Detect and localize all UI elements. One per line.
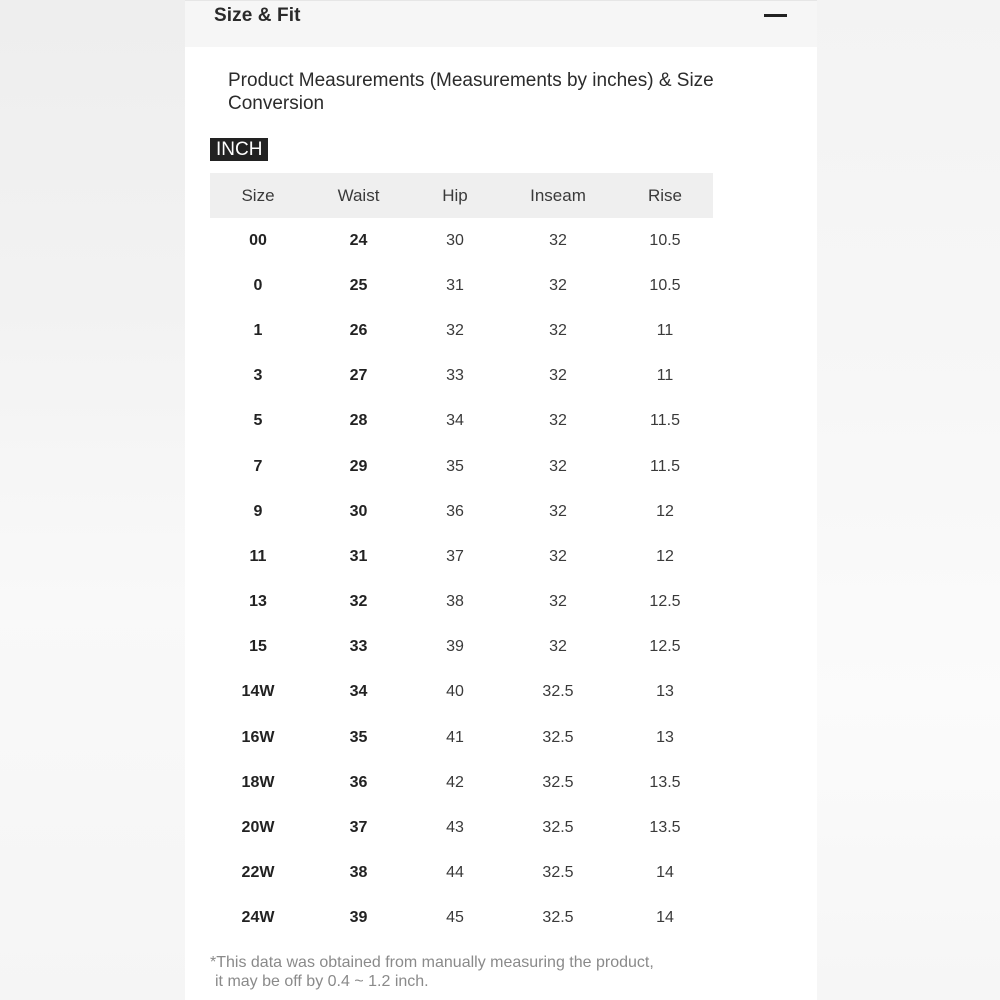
cell-size: 24W	[241, 909, 275, 927]
table-row	[210, 399, 713, 444]
cell-hip: 44	[446, 864, 464, 882]
cell-hip: 33	[446, 367, 464, 385]
cell-inseam: 32.5	[542, 819, 574, 837]
table-row	[210, 896, 713, 941]
cell-waist: 29	[349, 457, 368, 475]
table-header-row	[210, 173, 713, 218]
cell-size: 16W	[241, 728, 275, 746]
table-row	[210, 354, 713, 399]
cell-hip: 43	[446, 819, 464, 837]
cell-inseam: 32	[549, 547, 567, 565]
table-row	[210, 308, 713, 353]
size-fit-panel	[185, 0, 817, 1000]
table-row	[210, 625, 713, 670]
measurement-description: Product Measurements (Measurements by inches) & Size Conversion	[228, 70, 714, 114]
table-row	[210, 805, 713, 850]
cell-waist: 38	[349, 864, 368, 882]
column-header-size: Size	[210, 173, 306, 218]
cell-size: 20W	[241, 819, 275, 837]
cell-inseam: 32	[549, 367, 567, 385]
cell-waist: 37	[349, 819, 368, 837]
cell-size: 7	[253, 457, 263, 475]
cell-rise: 13	[656, 683, 674, 701]
size-chart-table	[210, 173, 713, 941]
cell-inseam: 32.5	[542, 728, 574, 746]
section-title: Size & Fit	[214, 5, 301, 26]
table-row	[210, 263, 713, 308]
measurement-footnote	[210, 953, 730, 991]
cell-hip: 41	[446, 728, 464, 746]
cell-inseam: 32	[549, 457, 567, 475]
cell-waist: 26	[349, 321, 368, 339]
cell-rise: 14	[656, 909, 674, 927]
cell-waist: 33	[349, 638, 368, 656]
cell-rise: 10.5	[649, 276, 681, 294]
cell-hip: 42	[446, 773, 464, 791]
cell-rise: 12	[656, 502, 674, 520]
cell-inseam: 32	[549, 502, 567, 520]
cell-rise: 13	[656, 728, 674, 746]
table-row	[210, 580, 713, 625]
cell-rise: 12.5	[649, 593, 681, 611]
cell-rise: 11.5	[650, 412, 680, 430]
cell-inseam: 32	[549, 321, 567, 339]
table-row	[210, 670, 713, 715]
cell-waist: 25	[349, 276, 368, 294]
table-row	[210, 534, 713, 579]
cell-waist: 31	[349, 547, 368, 565]
cell-hip: 38	[446, 593, 464, 611]
cell-waist: 36	[349, 773, 368, 791]
table-body	[210, 218, 713, 941]
cell-size: 0	[253, 276, 263, 294]
cell-waist: 32	[349, 593, 368, 611]
unit-badge[interactable]: INCH	[210, 138, 268, 161]
cell-waist: 28	[349, 412, 368, 430]
background-left	[0, 0, 185, 1000]
column-header-inseam: Inseam	[499, 173, 617, 218]
cell-hip: 30	[446, 231, 464, 249]
cell-inseam: 32.5	[542, 864, 574, 882]
cell-rise: 13.5	[649, 819, 681, 837]
table-row	[210, 715, 713, 760]
cell-inseam: 32	[549, 593, 567, 611]
table-row	[210, 444, 713, 489]
cell-inseam: 32	[549, 638, 567, 656]
cell-size: 00	[249, 231, 267, 249]
cell-hip: 45	[446, 909, 464, 927]
cell-size: 15	[249, 638, 267, 656]
size-fit-header[interactable]	[185, 0, 817, 47]
cell-size: 11	[249, 547, 267, 565]
table-row	[210, 489, 713, 534]
cell-rise: 11.5	[650, 457, 680, 475]
cell-hip: 34	[446, 412, 464, 430]
cell-hip: 32	[446, 321, 464, 339]
footnote-line-1: *This data was obtained from manually measuring the product,	[210, 954, 654, 971]
cell-rise: 12.5	[649, 638, 681, 656]
cell-rise: 12	[656, 547, 674, 565]
cell-hip: 36	[446, 502, 464, 520]
background-right	[817, 0, 1000, 1000]
cell-size: 18W	[241, 773, 275, 791]
cell-hip: 35	[446, 457, 464, 475]
cell-inseam: 32.5	[542, 683, 574, 701]
cell-size: 22W	[241, 864, 275, 882]
cell-rise: 11	[656, 367, 674, 385]
cell-rise: 13.5	[649, 773, 681, 791]
cell-hip: 39	[446, 638, 464, 656]
cell-inseam: 32.5	[542, 773, 574, 791]
footnote-line-2: it may be off by 0.4 ~ 1.2 inch.	[215, 973, 429, 990]
cell-hip: 31	[446, 276, 464, 294]
cell-inseam: 32	[549, 276, 567, 294]
cell-rise: 14	[656, 864, 674, 882]
table-row	[210, 760, 713, 805]
cell-inseam: 32	[549, 412, 567, 430]
cell-inseam: 32	[549, 231, 567, 249]
column-header-hip: Hip	[411, 173, 499, 218]
cell-waist: 27	[349, 367, 368, 385]
cell-waist: 34	[349, 683, 368, 701]
minus-icon[interactable]	[764, 6, 788, 26]
cell-waist: 35	[349, 728, 368, 746]
cell-size: 3	[253, 367, 263, 385]
column-header-rise: Rise	[617, 173, 713, 218]
table-row	[210, 851, 713, 896]
cell-size: 13	[249, 593, 267, 611]
cell-size: 5	[253, 412, 263, 430]
cell-rise: 10.5	[649, 231, 681, 249]
cell-waist: 30	[349, 502, 368, 520]
cell-waist: 24	[349, 231, 368, 249]
cell-rise: 11	[656, 321, 674, 339]
column-header-waist: Waist	[306, 173, 411, 218]
table-row	[210, 218, 713, 263]
cell-size: 9	[253, 502, 263, 520]
cell-size: 1	[253, 321, 263, 339]
cell-waist: 39	[349, 909, 368, 927]
cell-size: 14W	[241, 683, 275, 701]
cell-hip: 37	[446, 547, 464, 565]
cell-hip: 40	[446, 683, 464, 701]
cell-inseam: 32.5	[542, 909, 574, 927]
